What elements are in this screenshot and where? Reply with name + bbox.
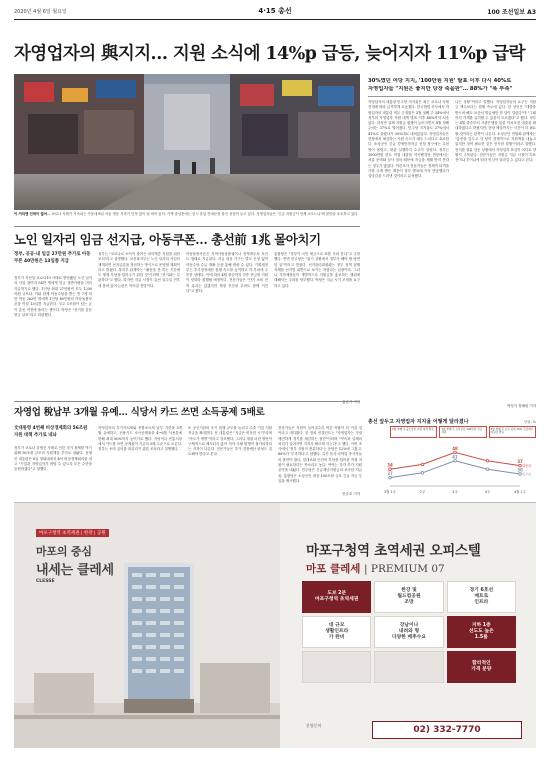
caption-label: 이 거리엔 인적이 끊어 [14,212,48,216]
chart-point [486,468,489,471]
support-chart [368,418,536,496]
building-illustration [14,503,280,748]
ad-slogan-line1: 마포의 중심 [36,545,92,558]
section-title: 4·15 총선 [258,7,292,15]
chart-data-label: 37 [517,459,523,465]
chart-annotations [390,426,536,438]
paper-name: 100 조선일보 [487,9,526,16]
article3-body-col-a: 정부가 코로나 감염증 사태로 인한 경기 침체를 막기 위해 56조원 규모의 지원책을 추가로 내놨다. 문재인 대통령은 6일 청와대에서 4차 비상경제회의를 열고 "기업과 자영업자가 버틸 수 있도록 모든 수단을 동원하겠다"고 말했다. [14,446,92,472]
article3-subhead: 文대통령 4번째 비상경제회의 56조원 지원 대책 추가로 내놔 [14,426,88,438]
chart-point [519,464,522,467]
section-rule-1 [14,226,360,227]
ad-feature-row [302,581,516,613]
ad-feature-cell: 한강 및 월드컵공원 조망 [374,581,443,613]
chart-data-label: 34 [387,462,393,468]
ad-feature-cell: 지하 1층 선도도 높은 1.5룸 [447,616,516,648]
chart-data-label: 48 [452,445,458,451]
chart-point [421,463,424,466]
chart-point [389,476,392,479]
chart-series-line [390,461,520,478]
ad-feature-cell: 강남이나 내려와 형 다양한 배후수요 [374,616,443,648]
main-subheads [368,78,536,93]
street-photo [14,74,360,210]
advertisement [14,502,536,748]
chart-annotation-2: 3월 셋째 주 소상공인 100만원 긴급 지원 [439,426,486,438]
subhead-rule [368,96,536,97]
section-rule-2 [14,401,360,402]
chart-point [486,460,489,463]
ad-feature-row [302,616,516,648]
ad-feature-cell: 경기 6호선 메트로 인프라 [447,581,516,613]
main-body-col-c: 전문가들은 지원이 늦어질수록 여론 이탈이 더 커질 것이라고 내다봤다. 한 정치 컨설턴트는 "자영업자는 가장 예민하게 경기를 체감하는 집단"이라며 "약속과 실제의 괴리가 길어지면 지지가 빠르게 식는다"고 했다. 이번 조사에서 '정부 지원이 충분하다'는 응답은 12%에 그쳤고, 88%가 '부족하다'고 답했다. 특히 음식·숙박업 종사자들의 불만이 컸다. 임대료와 인건비 부담을 덜어줄 직접 지원이 필요하다는 목소리도 높다. 여야는 각각 추가 지원 공약을 내놨다. 민주당은 긴급재난지원금의 조속한 지급을, 통합당은 소상공인 대상 100조원 규모 긴급 자금 투입을 제시했다. [278,426,362,483]
main-subhead-1: 30%였던 여당 지지, '100만원 지원' 발표 이후 다시 40%로 [368,78,512,84]
page-label: A3 [527,9,536,16]
page-number [487,7,536,16]
issue-date: 2020년 4월 6일 월요일 [14,9,67,15]
ad-feature-grid [302,581,516,686]
article2-body-col-b: 정부는 "코로나로 소득이 줄어든 취약계층 지원을 위한 조치"라고 설명했다. 보건복지부는 노인 일자리 사업이 재개되면 선지급분을 정산하는 방식으로 운영할 계획이라고 밝혔다. 복지부 관계자는 "활동을 못 하는 기간에도 생계 부담을 덜어주기 위한 것"이라며 "선거와는 무관하다"고 했다. 하지만 지급 시점이 총선 일주일 전후에 몰려 있어 논란은 이어질 전망이다. [98,252,180,288]
article3-headline: 자영업 稅납부 3개월 유예… 식당서 카드 쓰면 소득공제 5배로 [14,407,265,418]
article3-byline: 안준호 기자 [342,492,360,496]
ad-map-cell [302,651,371,683]
chart-data-label: 30 [517,467,523,473]
chart-x-tick-label: 2주 [419,490,426,494]
ad-phone-number: 02) 332-7770 [372,721,522,739]
ad-slogan-line2: 내세는 클레세 [36,563,114,578]
article3-body-col-b: 자영업자의 부가가치세와 종합소득세 납부 기한을 3개월 유예하고, 신용카드 소득공제율을 4~6월 사용분에 한해 최대 80%까지 높이기로 했다. 식당이나 전통시장에서 카드를 쓰면 공제율이 기존의 5배 수준으로 오른다. 정부는 소비 심리를 되살리기 위한 조치라고 설명했다. [98,426,182,452]
chart-data-label: 27 [387,471,393,477]
main-headline: 자영업자의 與지지… 지원 소식에 14%p 급등, 늦어지자 11%p 급락 [14,44,525,64]
chart-x-tick-label: 4월 1주 [514,490,526,494]
article2-body-col-c: 아동돌봄쿠폰은 지역사랑상품권이나 전자바우처 포인트 형태로 지급된다. 지급 대상 가구는 별도 신청 없이 아동수당 수급 계좌 등을 통해 받을 수 있다. 기획재정부는 추가경정예산 집행 속도를 높이라고 각 부처에 주문한 상태다. 이에 따라 4월 중순까지 각종 현금성 지원이 잇따라 집행될 예정이다. 전문가들은 "단기 소비 진작 효과는 있겠지만 재정 건전성 우려도 함께 커진다"고 했다. [186,252,268,294]
ad-brand-logo: CLESSE [36,579,55,584]
chart-point [454,451,457,454]
ad-phone-label: 분양문의 [306,723,322,728]
ad-subtitle-line [306,561,445,576]
chart-series-name: 민주당 [522,472,532,477]
caption-text: — 코로나 사태가 지속되는 가운데 6일 서울 명동 거리가 인적 없이 텅 비어 있다. 가게 출입문에는 임시 휴업 안내문을 붙인 상점이 늘고 있다. 자영업자들은 '긴급 지원금이 언제 나오느냐'며 불안을 호소하고 있다. [47,212,359,216]
chart-series-name: 대통령 [522,464,532,469]
chart-data-label: 41 [452,454,458,460]
main-subhead-2: 자영업자들 "지원은 좋지만 당장 죽을판"… 88%가 "폭 부족" [368,85,513,92]
photo-caption [14,212,360,221]
chart-annotation-3: 4월 첫째 주 소득 하위 70% 긴급재난지원금 발표 [489,426,536,438]
chart-title: 총선 앞두고 자영업자 지지율 어떻게 달라졌나 [368,419,469,425]
article2-byline: 홍준기 기자 [342,400,360,404]
article2-body-col-a: 정부가 지난달 코로나19 사태로 중단됐던 노인 일자리 사업 참여자 54만 명에게 임금 절반가량을 미리 지급하기로 했다. 1인당 최대 27만원씩 모두 1200억원 규모다. 이와 함께 아동수당을 받는 만 7세 미만 아동 263만 명에게 1인당 40만원의 아동돌봄쿠폰을 이달 13일쯤 지급한다. 모두 1조원이 넘는 돈이 총선 직전에 풀리는 셈이다. 야당은 "선거를 앞둔 현금 살포"라고 비판했다. [14,276,92,318]
page-header [14,6,536,18]
article2-headline: 노인 일자리 임금 선지급, 아동쿠폰… 총선前 1兆 몰아치기 [14,232,321,247]
main-body-col-a: 자영업자의 대통령·민주당 지지율은 최근 코로나 사태 전개에 따라 급격하게 요동쳤다. 한국갤럽 조사에서 자영업자의 대통령 직무 긍정률은 3월 첫째 주 34%에서 정부의 자영업자 지원 대책 발표 이후 48%까지 치솟았다. 하지만 실제 지원금 집행이 늦어지면서 4월 첫째 주에는 37%로 떨어졌다. 민주당 지지율도 27%에서 41%로 올랐다가 30%대로 내려앉았다. 자영업자들은 현장에서 체감하는 지원 속도가 매우 느리다고 호소한다. 소상공인 긴급 경영안정자금 신청 창구에는 수천 명이 몰렸고, 대출 실행까지 수주가 걸렸다. 정부는 1000만원 한도 직접 대출을 약속했지만 현장에서는 서류 준비와 심사 절차 때문에 자금을 제때 받지 못하는 경우가 많았다. 여론조사 전문가들은 경제적 타격을 가장 크게 받은 계층이 정부 발표에 즉각 반응했다가 실망감을 드러낸 것이라고 분석했다. [368,100,449,179]
ad-subtitle-extra: | PREMIUM 07 [364,563,445,575]
ad-subtitle: 마포 클레세 [306,563,361,575]
ad-feature-cell: 합리적인 가격 분양 [447,651,516,683]
ad-info [280,503,536,748]
chart-unit: 단위: % [524,420,536,424]
chart-point [421,472,424,475]
chart-point [519,473,522,476]
header-rule [14,19,536,20]
article2-subhead: 정부, 공공·내 일급 27만원 추가로 아동쿠폰 40만원은 13일쯤 지급 [14,252,91,264]
main-body-col-b: 나는 상황"이라고 말했다. 자영업자들의 요구는 지원금 액수보다는 집행 속도에 있다. 한 상인은 "대출을 받으려 해도 보증서 발급에만 한 달이 걸린다"며 "그때까지 가게를 유지할 수 있을지 모르겠다"고 했다. 정부는 4월 중순부터 시중은행을 통한 이차보전 대출을 확대하겠다고 밝혔지만, 현장 체감까지는 시간이 더 필요할 것이라는 관측이 나온다. 소상공인 연합회 관계자는 "총선을 앞두고 각 당이 경쟁적으로 지원책을 내놓고 있지만 정작 필요한 것은 신속한 집행"이라고 말했다. 선거를 열흘 앞둔 상황에서 자영업자 표심이 어디로 향할지 주목된다. 전문가들은 지원금 지급 시점이 투표 전이냐 후이냐에 따라 민심이 달라질 수 있다고 본다. [455,100,536,163]
ad-visual [14,503,280,748]
article3-body-col-c: 또 공공기관의 조기 집행 규모를 늘리고 수출 기업 지원 자금을 확대한다. 문 대통령은 "지금은 비상한 시기"라며 "속도가 생명"이라고 강조했다. 그러나 재원 마련 방안이 구체적으로 제시되지 않아 적자 국채 발행이 불가피하다는 지적이 나온다. 전문가들은 추가 경정예산 편성도 검토해야 한다고 본다. [188,426,272,457]
ad-title: 마포구청역 초역세권 오피스텔 [306,543,481,559]
chart-point [454,460,457,463]
chart-annotation-1: 3월 첫째 주 중소상인 지원 대책 발표 [390,426,437,438]
chart-plot [368,440,536,496]
chart-x-tick-label: 3주 [452,490,458,494]
chart-x-tick-label: 4주 [484,490,491,494]
main-byline: 박상기 장혜원 기자 [507,404,536,408]
ad-feature-cell: 대 규모 생활인프라 가 완비 [302,616,371,648]
ad-map-cell [374,651,443,683]
article2-body-col-d: 통합당은 "정부가 국민 세금으로 표를 사려 한다"고 주장했다. 반면 민주당은 "위기 상황에서 정부가 해야 할 당연한 일"이라고 맞섰다. 선거관리위원회는 정부 정책 집행 자체를 선거법 위반으로 보기는 어렵다는 입장이다. 그러나 지자체장들이 개별적으로 지원금을 홍보하는 행위에 대해서는 주의를 당부했다. 야당은 지급 시기 조정을 요구하고 있다. [274,252,360,288]
ad-feature-row [302,651,516,683]
chart-x-tick-label: 3월 1주 [384,490,396,494]
ad-feature-cell: 도보 2분 마포구청역 초역세권 [302,581,371,613]
ad-tag: 마포구청역 초역세권 | 한강 | 공원 [36,529,109,537]
